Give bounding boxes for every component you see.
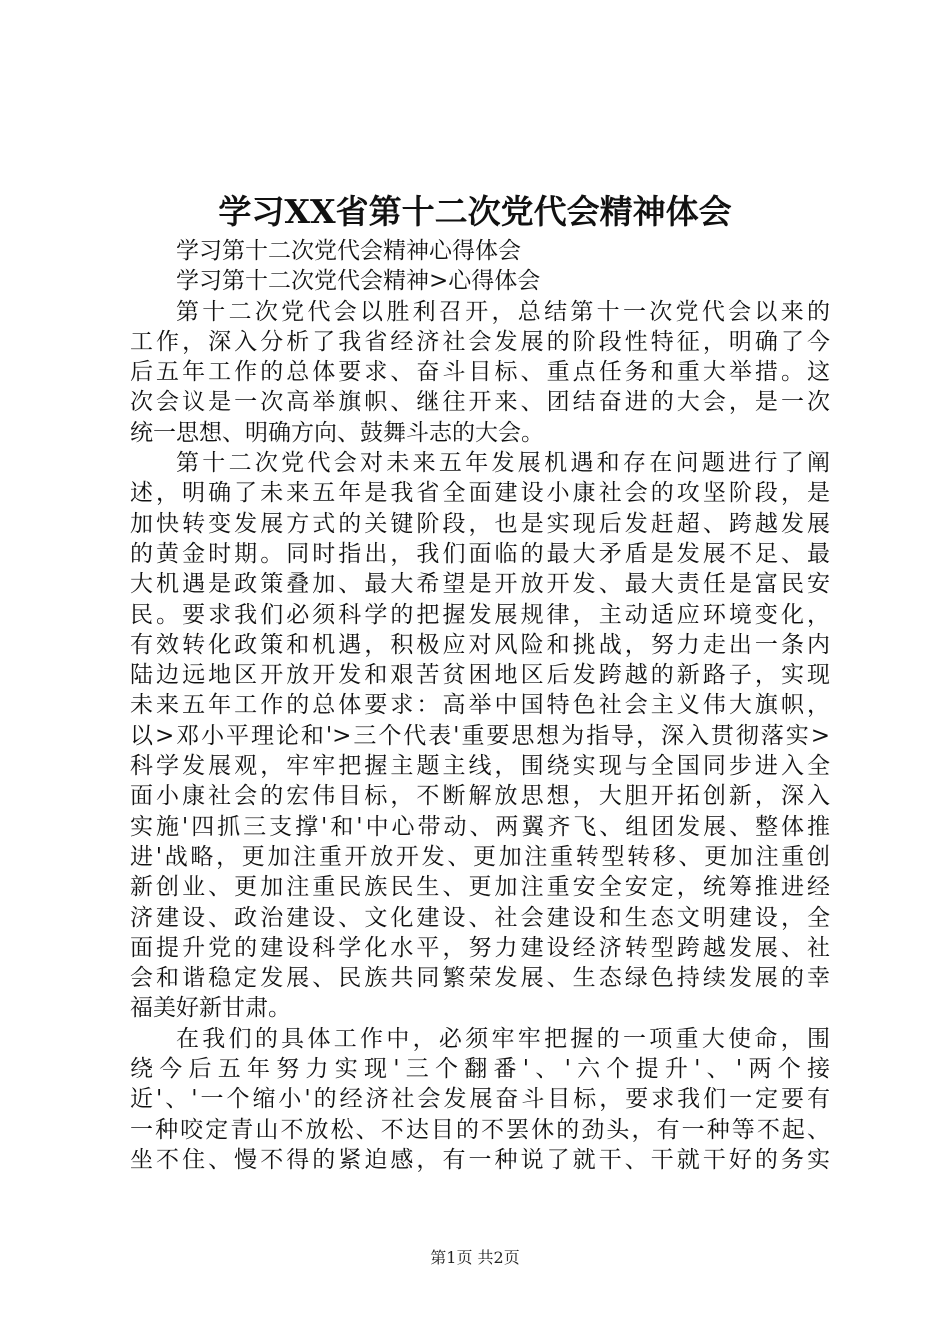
paragraph-line: 工作，深入分析了我省经济社会发展的阶段性特征，明确了今	[130, 328, 830, 355]
paragraph-line: 绕今后五年努力实现'三个翻番'、'六个提升'、'两个接	[130, 1056, 830, 1083]
paragraph-line: 陆边远地区开放开发和艰苦贫困地区后发跨越的新路子，实现	[130, 662, 830, 689]
paragraph-line: 以>邓小平理论和'>三个代表'重要思想为指导，深入贯彻落实>	[130, 722, 830, 749]
subheading: 学习第十二次党代会精神>心得体会	[176, 268, 541, 295]
paragraph-line: 加快转变发展方式的关键阶段，也是实现后发赶超、跨越发展	[130, 510, 830, 537]
paragraph-line: 福美好新甘肃。	[130, 995, 291, 1022]
paragraph-line: 济建设、政治建设、文化建设、社会建设和生态文明建设，全	[130, 904, 830, 931]
paragraph-line: 面小康社会的宏伟目标，不断解放思想，大胆开拓创新，深入	[130, 783, 830, 810]
document-title: 学习XX省第十二次党代会精神体会	[218, 192, 732, 231]
paragraph-line: 会和谐稳定发展、民族共同繁荣发展、生态绿色持续发展的幸	[130, 965, 830, 992]
paragraph-line: 科学发展观，牢牢把握主题主线，围绕实现与全国同步进入全	[130, 753, 830, 780]
paragraph-line: 第十二次党代会对未来五年发展机遇和存在问题进行了阐	[176, 450, 830, 477]
paragraph-line: 大机遇是政策叠加、最大希望是开放开发、最大责任是富民安	[130, 571, 830, 598]
paragraph-line: 有效转化政策和机遇，积极应对风险和挑战，努力走出一条内	[130, 631, 830, 658]
paragraph-line: 第十二次党代会以胜利召开，总结第十一次党代会以来的	[176, 298, 830, 325]
document-body	[130, 236, 830, 1175]
paragraph-line: 统一思想、明确方向、鼓舞斗志的大会。	[130, 419, 544, 446]
paragraph-line: 民。要求我们必须科学的把握发展规律，主动适应环境变化，	[130, 601, 830, 628]
paragraph-line: 近'、'一个缩小'的经济社会发展奋斗目标，要求我们一定要有	[130, 1086, 830, 1113]
paragraph-line: 实施'四抓三支撑'和'中心带动、两翼齐飞、组团发展、整体推	[130, 813, 830, 840]
paragraph-line: 的黄金时期。同时指出，我们面临的最大矛盾是发展不足、最	[130, 540, 830, 567]
paragraph-line: 一种咬定青山不放松、不达目的不罢休的劲头，有一种等不起、	[130, 1116, 830, 1143]
subheading: 学习第十二次党代会精神心得体会	[176, 238, 521, 264]
paragraph-line: 次会议是一次高举旗帜、继往开来、团结奋进的大会，是一次	[130, 389, 830, 416]
paragraph-line: 后五年工作的总体要求、奋斗目标、重点任务和重大举措。这	[130, 359, 830, 386]
paragraph-line: 在我们的具体工作中，必须牢牢把握的一项重大使命，围	[176, 1025, 830, 1052]
paragraph-line: 未来五年工作的总体要求：高举中国特色社会主义伟大旗帜，	[130, 692, 830, 719]
paragraph-line: 进'战略，更加注重开放开发、更加注重转型转移、更加注重创	[130, 843, 830, 870]
paragraph-line: 述，明确了未来五年是我省全面建设小康社会的攻坚阶段，是	[130, 480, 830, 507]
page-footer: 第1页 共2页	[430, 1248, 520, 1267]
paragraph-line: 坐不住、慢不得的紧迫感，有一种说了就干、干就干好的务实	[130, 1146, 830, 1173]
paragraph-line: 面提升党的建设科学化水平，努力建设经济转型跨越发展、社	[130, 934, 830, 961]
paragraph-line: 新创业、更加注重民族民生、更加注重安全安定，统筹推进经	[130, 874, 830, 901]
